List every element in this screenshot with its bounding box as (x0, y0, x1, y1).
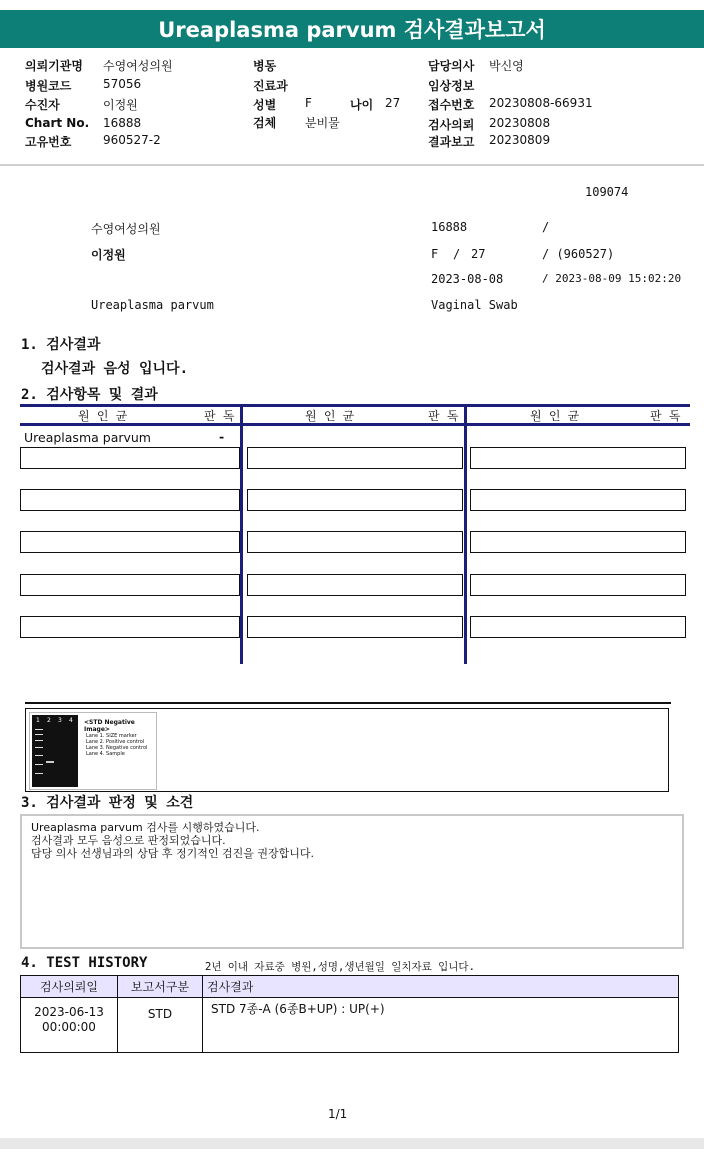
sub-age: 27 (471, 247, 486, 261)
section1-result: 검사결과 음성 입니다. (41, 361, 189, 377)
gel-lane-label: 2 (47, 717, 51, 724)
value-sex: F (305, 96, 312, 110)
sub-specimen: Vaginal Swab (431, 298, 518, 312)
history-header-row (21, 976, 679, 998)
value-hospital-code: 57056 (103, 77, 142, 91)
result-box (470, 531, 686, 553)
label-ward: 병동 (253, 59, 277, 73)
result-box (470, 447, 686, 469)
gel-lane-label: 3 (58, 717, 62, 724)
page-number: 1/1 (328, 1107, 348, 1121)
label-hospital-code: 병원코드 (25, 79, 72, 93)
gel-legend-item: Lane 2. Positive control (86, 739, 145, 745)
sub-patient: 이정원 (91, 248, 126, 262)
history-result: STD 7종-A (6종B+UP) : UP(+) (203, 998, 679, 1053)
sub-test-name: Ureaplasma parvum (91, 298, 214, 312)
opinion-line: 검사결과 모두 음성으로 판정되었습니다. (31, 834, 226, 847)
gel-band (35, 747, 43, 748)
history-date: 2023-06-13 (34, 1005, 104, 1019)
opinion-text (22, 816, 682, 860)
gel-band (35, 740, 43, 741)
table-row (21, 998, 679, 1053)
label-result-report: 결과보고 (428, 135, 475, 149)
label-chart-no: Chart No. (25, 116, 90, 130)
sub-slash: / (542, 220, 550, 234)
label-institution: 의뢰기관명 (25, 59, 83, 73)
result-box (247, 574, 463, 596)
gel-band (35, 729, 43, 730)
col-header-name-2: 원 인 균 (305, 409, 355, 423)
opinion-line: 담당 의사 선생님과의 상담 후 정기적인 검진을 권장합니다. (31, 847, 314, 860)
result-box (20, 574, 240, 596)
history-note: 2년 이내 자료중 병원,성명,생년월일 일치자료 입니다. (205, 961, 475, 973)
gel-image-card (29, 712, 157, 790)
report-id: 109074 (585, 185, 629, 199)
section4-title: 4. TEST HISTORY (21, 955, 148, 971)
value-specimen: 분비물 (305, 116, 340, 130)
section2-title: 2. 검사항목 및 결과 (21, 387, 158, 403)
label-unique-no: 고유번호 (25, 135, 72, 149)
report-title: Ureaplasma parvum 검사결과보고서 (0, 10, 704, 48)
gel-lane-label: 1 (36, 717, 40, 724)
grid-divider-2 (464, 404, 467, 664)
sub-report-date: / 2023-08-09 15:02:20 (542, 272, 682, 285)
value-result-report: 20230809 (489, 133, 551, 147)
label-clinical-info: 임상정보 (428, 79, 475, 93)
gel-legend-item: Lane 1. SIZE marker (86, 733, 137, 739)
header-divider (0, 164, 704, 166)
label-doctor: 담당의사 (428, 59, 475, 73)
gel-lane-label: 4 (69, 717, 73, 724)
col-header-result-3: 판 독 (650, 409, 681, 423)
label-sex: 성별 (253, 98, 277, 112)
section1-title: 1. 검사결과 (21, 337, 101, 353)
result-box (247, 489, 463, 511)
sub-sex-slash: / (453, 247, 461, 261)
section3-title: 3. 검사결과 판정 및 소견 (21, 795, 194, 811)
gel-band (35, 773, 43, 774)
item-result: - (219, 429, 225, 444)
history-header-date: 검사의뢰일 (21, 976, 118, 998)
col-header-name-1: 원 인 균 (78, 409, 128, 423)
label-receipt-no: 접수번호 (428, 98, 475, 112)
label-test-request: 검사의뢰 (428, 118, 475, 132)
col-header-name-3: 원 인 균 (530, 409, 580, 423)
result-box (20, 616, 240, 638)
result-box (247, 447, 463, 469)
item-name: Ureaplasma parvum (24, 430, 151, 445)
gel-band (35, 755, 43, 756)
gel-top-rule (25, 702, 671, 704)
gel-band (35, 734, 43, 735)
gel-image (32, 715, 78, 787)
history-time: 00:00:00 (42, 1020, 96, 1034)
history-header-type: 보고서구분 (118, 976, 203, 998)
result-box (20, 531, 240, 553)
gel-band (35, 764, 43, 765)
opinion-box (20, 814, 684, 949)
sub-chart: 16888 (431, 220, 468, 234)
result-box (470, 574, 686, 596)
page-bottom-bar (0, 1138, 704, 1149)
label-specimen: 검체 (253, 116, 277, 130)
value-age: 27 (385, 96, 401, 110)
history-header-result: 검사결과 (203, 976, 679, 998)
sub-clinic: 수영여성의원 (91, 222, 161, 236)
sub-birth: / (960527) (542, 247, 615, 261)
history-table (20, 975, 679, 1053)
grid-divider-1 (240, 404, 243, 664)
col-header-result-1: 판 독 (204, 409, 235, 423)
opinion-line: Ureaplasma parvum 검사를 시행하였습니다. (31, 821, 260, 834)
history-type: STD (118, 998, 203, 1053)
gel-legend-item: Lane 3. Negative control (86, 745, 148, 751)
value-chart-no: 16888 (103, 116, 142, 130)
sub-sex: F (431, 247, 439, 261)
value-institution: 수영여성의원 (103, 59, 173, 73)
value-receipt-no: 20230808-66931 (489, 96, 593, 110)
value-test-request: 20230808 (489, 116, 551, 130)
label-age: 나이 (350, 98, 374, 112)
col-header-result-2: 판 독 (428, 409, 459, 423)
label-department: 진료과 (253, 79, 288, 93)
value-unique-no: 960527-2 (103, 133, 161, 147)
result-box (470, 616, 686, 638)
history-date-cell (21, 998, 118, 1053)
gel-legend-item: Lane 4. Sample (86, 751, 125, 757)
label-patient: 수진자 (25, 98, 60, 112)
result-box (20, 489, 240, 511)
sub-receive-date: 2023-08-08 (431, 272, 504, 286)
gel-title: <STD Negative Image> (84, 719, 135, 733)
result-box (247, 531, 463, 553)
gel-band-positive (46, 761, 54, 763)
value-patient: 이정원 (103, 98, 138, 112)
value-doctor: 박신영 (489, 59, 524, 73)
result-box (470, 489, 686, 511)
result-box (20, 447, 240, 469)
result-box (247, 616, 463, 638)
